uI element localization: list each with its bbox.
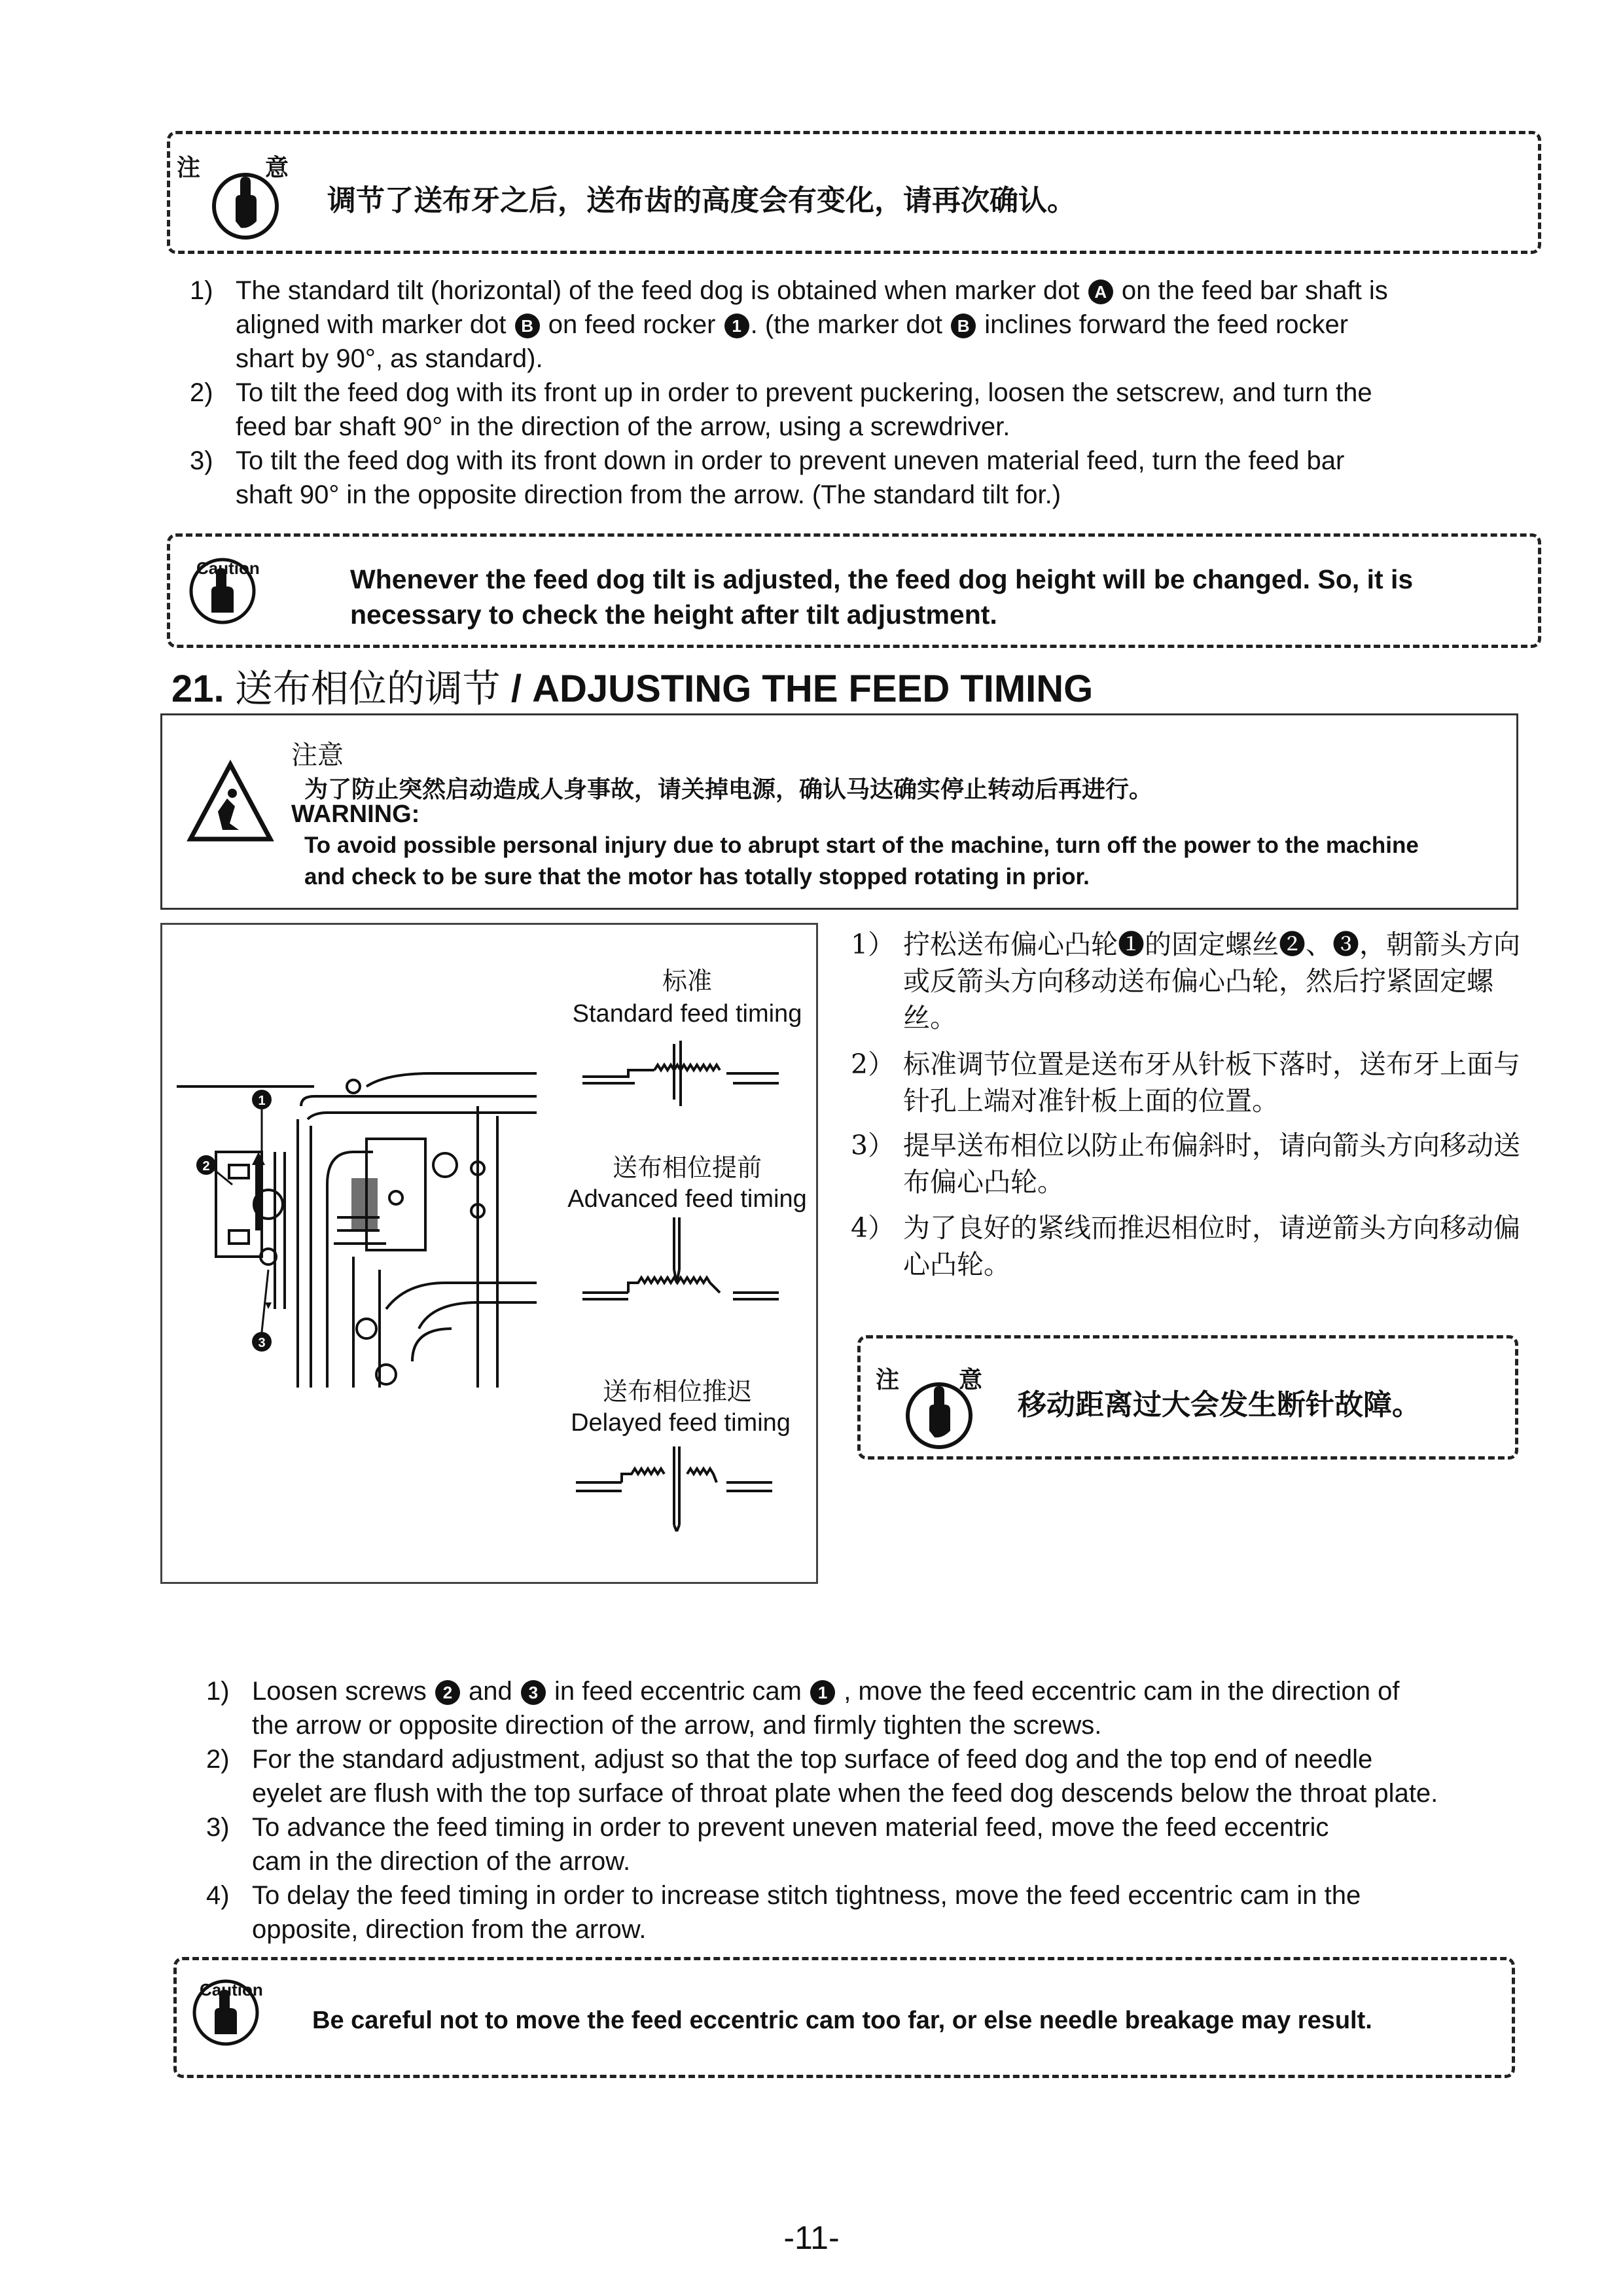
zh-step-number: 3） [851, 1130, 895, 1161]
step-text: on the feed bar shaft is [1114, 276, 1388, 305]
step-number: 2) [190, 378, 213, 407]
warning-label-en: WARNING: [291, 800, 420, 828]
advanced-timing-diagram [576, 1217, 785, 1309]
marker-dot-icon: B [515, 314, 540, 338]
top-note-label-right: 意 [265, 154, 289, 181]
caution-1-line-2: necessary to check the height after tilt adjustment. [350, 600, 997, 630]
step-text: To delay the feed timing in order to increase stitch tightness, move the feed eccentric cam in the [252, 1881, 1361, 1910]
warning-line-1: To avoid possible personal injury due to abrupt start of the machine, turn off the power to the machine [304, 833, 1419, 858]
step-line [252, 1878, 1361, 1912]
step-line [252, 1844, 1329, 1878]
step-number: 1) [190, 276, 213, 305]
step-line [236, 274, 1388, 308]
caution-2-icon-label: Caution [200, 1980, 263, 2000]
step-line [236, 478, 1344, 512]
caution-2-text: Be careful not to move the feed eccentric cam too far, or else needle breakage may result. [312, 2007, 1372, 2034]
step-line [236, 342, 1388, 376]
page-number: -11- [783, 2219, 840, 2256]
feed-mechanism-drawing [170, 1021, 537, 1414]
note-2-label-right: 意 [959, 1367, 983, 1393]
zh-step-number: 2） [851, 1049, 895, 1080]
step-number: 3) [206, 1813, 230, 1842]
hand-stop-icon [209, 170, 281, 242]
standard-timing-label-zh: 标准 [662, 967, 712, 996]
step-line [252, 1742, 1438, 1776]
step-text: and [461, 1677, 520, 1706]
step-text: aligned with marker dot [236, 310, 514, 339]
marker-dot-icon: 1 [810, 1680, 835, 1705]
zh-step-text: 标准调节位置是送布牙从针板下落时，送布牙上面与针孔上端对准针板上面的位置。 [903, 1049, 1520, 1117]
zh-step-text: 拧松送布偏心凸轮❶的固定螺丝❷、❸，朝箭头方向或反箭头方向移动送布偏心凸轮，然后拧紧固定螺丝。 [903, 929, 1520, 1033]
step-number: 1) [206, 1677, 230, 1706]
zh-step-number: 1） [851, 929, 895, 960]
step-line [252, 1810, 1329, 1844]
step-text: eyelet are flush with the top surface of throat plate when the feed dog descends below the throat plate. [252, 1779, 1438, 1808]
zh-step-text: 为了良好的紧线而推迟相位时，请逆箭头方向移动偏心凸轮。 [903, 1212, 1520, 1280]
step-text: To tilt the feed dog with its front down in order to prevent uneven material feed, turn the feed bar [236, 446, 1345, 475]
step-text: The standard tilt (horizontal) of the feed dog is obtained when marker dot [236, 276, 1087, 305]
note-2-label-left: 注 [876, 1367, 900, 1393]
svg-text:3: 3 [258, 1336, 266, 1350]
standard-timing-diagram [576, 1037, 785, 1109]
step-line [252, 1674, 1400, 1708]
zh-step-text: 提早送布相位以防止布偏斜时，请向箭头方向移动送布偏心凸轮。 [903, 1130, 1520, 1198]
step-number: 2) [206, 1745, 230, 1774]
marker-dot-icon: 2 [435, 1680, 460, 1705]
step-text: opposite, direction from the arrow. [252, 1915, 647, 1944]
top-note-label-left: 注 [177, 154, 201, 181]
step-text: inclines forward the feed rocker [977, 310, 1349, 339]
step-text: For the standard adjustment, adjust so that the top surface of feed dog and the top end of needle [252, 1745, 1373, 1774]
warning-text-zh: 为了防止突然启动造成人身事故，请关掉电源，确认马达确实停止转动后再进行。 [304, 776, 1153, 803]
note-2-text: 移动距离过大会发生断针故障。 [1018, 1388, 1421, 1422]
step-line [236, 308, 1388, 342]
advanced-timing-label-zh: 送布相位提前 [612, 1153, 762, 1182]
step-text: feed bar shaft 90° in the direction of the arrow, using a screwdriver. [236, 412, 1010, 441]
warning-label-zh: 注意 [291, 740, 344, 770]
delayed-timing-label-zh: 送布相位推迟 [602, 1377, 752, 1406]
step-line [252, 1708, 1400, 1742]
caution-1-icon-label: Caution [196, 558, 260, 578]
step-text: Loosen screws [252, 1677, 434, 1706]
step-line [252, 1912, 1361, 1946]
marker-dot-icon: 3 [521, 1680, 546, 1705]
step-text: To tilt the feed dog with its front up in order to prevent puckering, loosen the setscrew, and turn the [236, 378, 1372, 407]
section-heading [171, 658, 1093, 713]
callout-1-icon [252, 1090, 272, 1152]
step-text: shaft 90° in the opposite direction from the arrow. (The standard tilt for.) [236, 480, 1061, 509]
delayed-timing-label-en: Delayed feed timing [571, 1409, 791, 1437]
hand-stop-icon-2 [903, 1380, 975, 1452]
warning-triangle-icon [187, 759, 275, 844]
step-line [236, 410, 1372, 444]
svg-text:2: 2 [202, 1159, 210, 1174]
marker-dot-icon: B [951, 314, 976, 338]
advanced-timing-label-en: Advanced feed timing [567, 1185, 807, 1213]
step-text: , move the feed eccentric cam in the direction of [836, 1677, 1400, 1706]
section-title-zh: 送布相位的调节 [234, 666, 501, 711]
step-text: on feed rocker [541, 310, 723, 339]
zh-step-number: 4） [851, 1212, 895, 1244]
step-text: shart by 90°, as standard). [236, 344, 543, 373]
top-note-text: 调节了送布牙之后，送布齿的高度会有变化，请再次确认。 [327, 184, 1076, 217]
standard-timing-label-en: Standard feed timing [572, 1000, 802, 1028]
svg-text:1: 1 [258, 1094, 266, 1108]
step-line [252, 1776, 1438, 1810]
step-line [236, 376, 1372, 410]
step-text: . (the marker dot [750, 310, 950, 339]
step-text: the arrow or opposite direction of the arrow, and firmly tighten the screws. [252, 1711, 1102, 1740]
marker-dot-icon: 1 [724, 314, 749, 338]
step-line [236, 444, 1344, 478]
marker-dot-icon: A [1088, 279, 1113, 304]
delayed-timing-diagram [569, 1446, 779, 1532]
callout-3-icon [252, 1270, 272, 1352]
step-text: To advance the feed timing in order to prevent uneven material feed, move the feed eccentric [252, 1813, 1329, 1842]
callout-2-icon [196, 1155, 232, 1185]
section-number: 21. [171, 668, 224, 710]
step-text: in feed eccentric cam [546, 1677, 810, 1706]
step-number: 4) [206, 1881, 230, 1910]
step-text: cam in the direction of the arrow. [252, 1847, 631, 1876]
section-separator: / [510, 668, 522, 710]
warning-line-2: and check to be sure that the motor has totally stopped rotating in prior. [304, 864, 1090, 889]
step-number: 3) [190, 446, 213, 475]
caution-1-line-1: Whenever the feed dog tilt is adjusted, the feed dog height will be changed. So, it is [350, 564, 1414, 594]
section-title-en: ADJUSTING THE FEED TIMING [532, 668, 1094, 710]
